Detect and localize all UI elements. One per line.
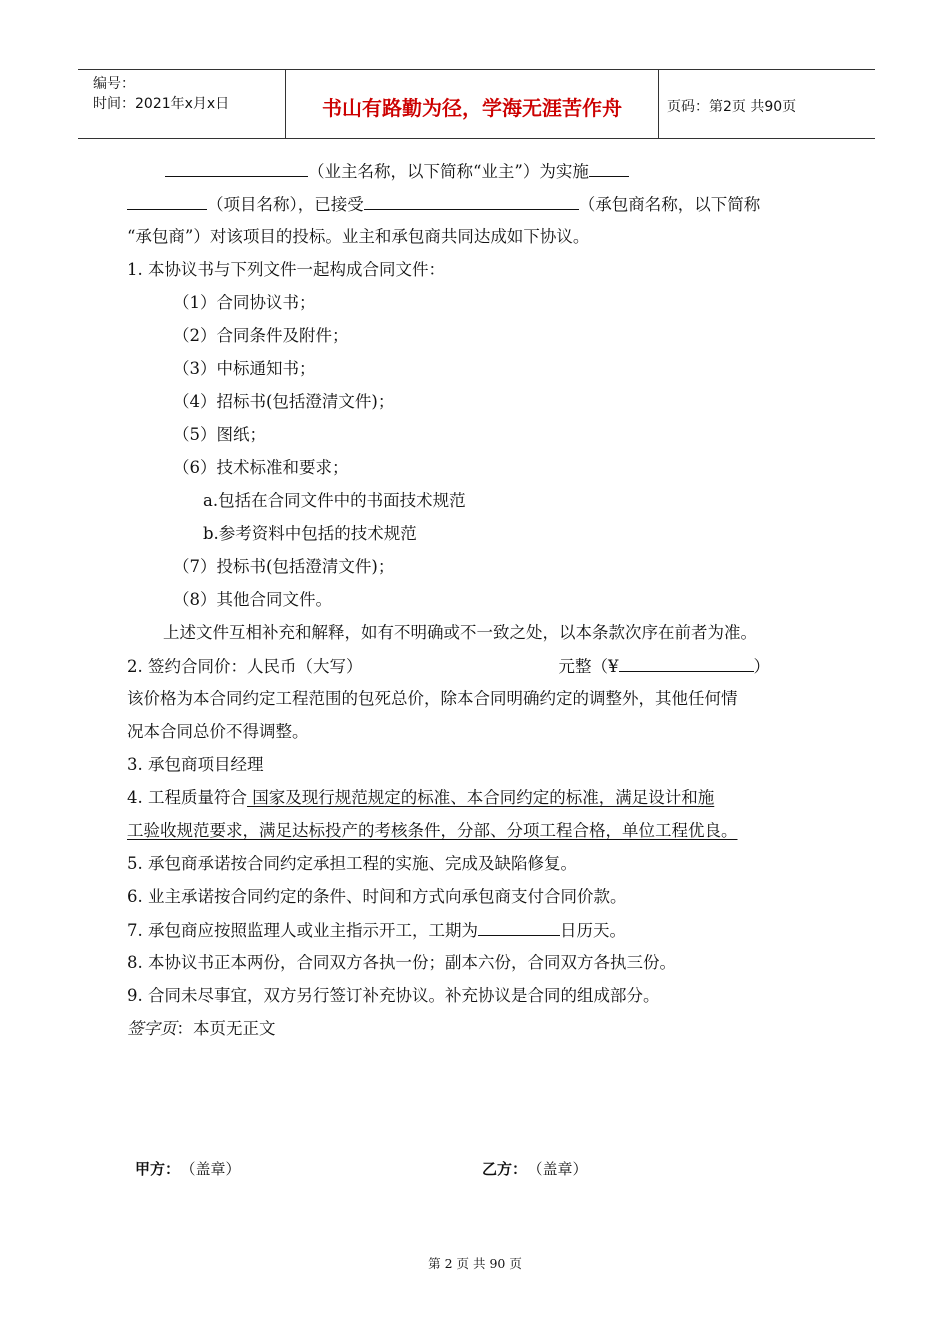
duration-blank bbox=[478, 919, 560, 936]
document-time: 时间：2021年x月x日 bbox=[93, 96, 230, 112]
clause-9: 9. 合同未尽事宜，双方另行签订补充协议。补充协议是合同的组成部分。 bbox=[127, 986, 660, 1005]
clause-8: 8. 本协议书正本两份，合同双方各执一份；副本六份，合同双方各执三份。 bbox=[127, 953, 676, 972]
clause-6: 6. 业主承诺按合同约定的条件、时间和方式向承包商支付合同价款。 bbox=[127, 887, 627, 906]
quality-standard-text-cont: 工验收规范要求，满足达标投产的考核条件，分部、分项工程合格，单位工程优良。 bbox=[127, 821, 738, 840]
doc-item-2: （2）合同条件及附件； bbox=[173, 326, 349, 345]
clause-1: 1. 本协议书与下列文件一起构成合同文件： bbox=[127, 260, 445, 279]
page-footer: 第 2 页 共 90 页 bbox=[428, 1256, 522, 1271]
clause-4-line-2 bbox=[127, 820, 738, 842]
doc-item-7: （7）投标书(包括澄清文件)； bbox=[173, 557, 395, 576]
doc-item-1: （1）合同协议书； bbox=[173, 293, 316, 312]
doc-item-6: （6）技术标准和要求； bbox=[173, 458, 349, 477]
clause-4-line-1: 4. 工程质量符合 国家及现行规范规定的标准、本合同约定的标准，满足设计和施 bbox=[127, 788, 715, 807]
party-a-signature: 甲方： （盖章） bbox=[135, 1160, 241, 1178]
intro-line-3: “承包商”）对该项目的投标。业主和承包商共同达成如下协议。 bbox=[127, 227, 590, 246]
price-note-2: 况本合同总价不得调整。 bbox=[127, 722, 309, 741]
header-page-info: 页码：第2页 共90页 bbox=[667, 99, 797, 115]
quality-standard-text: 国家及现行规范规定的标准、本合同约定的标准，满足设计和施 bbox=[247, 788, 715, 807]
intro-line-1: （业主名称，以下简称“业主”）为实施 bbox=[165, 160, 629, 183]
doc-item-5: （5）图纸； bbox=[173, 425, 266, 444]
header-meta bbox=[78, 70, 286, 138]
project-name-blank bbox=[127, 193, 207, 210]
doc-item-4: （4）招标书(包括澄清文件)； bbox=[173, 392, 395, 411]
contractor-name-blank bbox=[364, 193, 579, 210]
page-header bbox=[78, 69, 875, 139]
owner-name-blank bbox=[165, 160, 308, 177]
precedence-note: 上述文件互相补充和解释，如有不明确或不一致之处，以本条款次序在前者为准。 bbox=[163, 623, 757, 642]
clause-3: 3. 承包商项目经理 bbox=[127, 755, 264, 774]
clause-5: 5. 承包商承诺按合同约定承担工程的实施、完成及缺陷修复。 bbox=[127, 854, 577, 873]
clause-2: 2. 签约合同价：人民币（大写） 元整（¥ ） bbox=[127, 657, 770, 676]
doc-item-8: （8）其他合同文件。 bbox=[173, 590, 332, 609]
signature-page-note: 签字页：本页无正文 bbox=[127, 1019, 276, 1038]
price-note-1: 该价格为本合同约定工程范围的包死总价，除本合同明确约定的调整外，其他任何情 bbox=[127, 689, 738, 708]
doc-item-3: （3）中标通知书； bbox=[173, 359, 316, 378]
doc-item-6b: b.参考资料中包括的技术规范 bbox=[203, 524, 417, 543]
clause-7: 7. 承包商应按照监理人或业主指示开工，工期为 日历天。 bbox=[127, 921, 626, 940]
header-motto: 书山有路勤为径，学海无涯苦作舟 bbox=[286, 70, 659, 138]
doc-item-6a: a.包括在合同文件中的书面技术规范 bbox=[203, 491, 466, 510]
price-figure-blank bbox=[619, 655, 754, 672]
party-b-signature: 乙方： （盖章） bbox=[482, 1160, 588, 1178]
project-blank-start bbox=[589, 160, 629, 177]
intro-line-2: （项目名称），已接受 （承包商名称，以下简称 bbox=[127, 193, 760, 216]
document-number-label: 编号： bbox=[93, 76, 135, 92]
